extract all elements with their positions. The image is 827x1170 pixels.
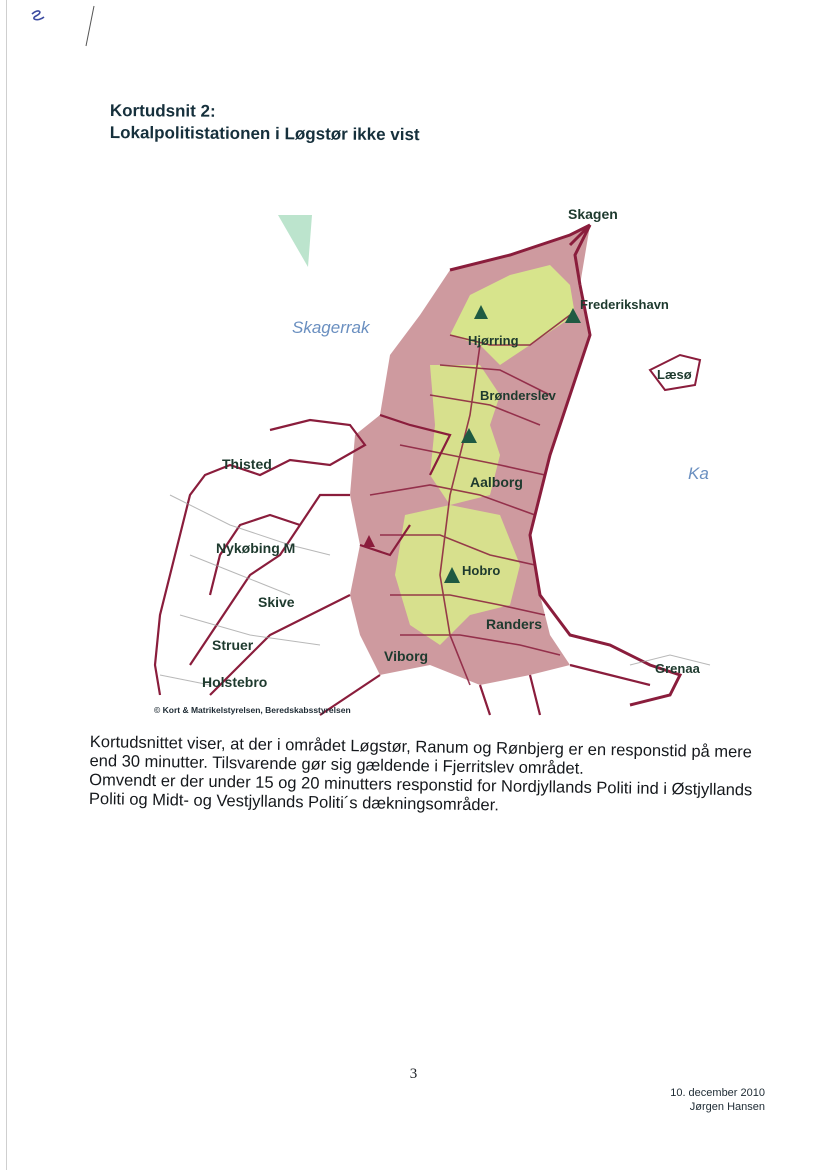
map-label-bronderslev: Brønderslev <box>480 388 556 403</box>
map-label-hobro: Hobro <box>462 563 501 578</box>
map-label-holstebro: Holstebro <box>202 674 268 690</box>
map-label-hjorring: Hjørring <box>468 333 519 348</box>
map-label-skagerrak: Skagerrak <box>292 318 370 337</box>
heading-line-1: Kortudsnit 2: <box>109 100 216 121</box>
map-label-laeso: Læsø <box>657 367 692 382</box>
paragraph-2: Omvendt er der under 15 og 20 minutters responstid for Nordjyllands Politi ind i Østjyllands Politi og Midt- og Vestjyllands Politi´s dækningsområder. <box>88 770 753 815</box>
map-label-struer: Struer <box>212 637 254 653</box>
map-label-randers: Randers <box>486 616 543 632</box>
map-label-viborg: Viborg <box>384 648 429 664</box>
response-time-map <box>150 195 720 725</box>
map-label-thisted: Thisted <box>222 456 272 472</box>
map-label-nykobing: Nykøbing M <box>216 540 296 556</box>
map-label-grenaa: Grenaa <box>655 661 700 676</box>
map-label-frederikshavn: Frederikshavn <box>580 297 669 312</box>
map-label-aalborg: Aalborg <box>470 474 523 490</box>
scan-edge <box>6 0 7 1170</box>
body-text <box>89 733 770 820</box>
map-label-skagen: Skagen <box>568 206 618 222</box>
heading-line-2: Lokalpolitistationen i Løgstør ikke vist <box>109 122 420 145</box>
section-heading <box>110 100 420 146</box>
page-number: 3 <box>409 1066 418 1082</box>
paragraph-1: Kortudsnittet viser, at der i området Løgstør, Ranum og Rønbjerg er en responstid på mere end 30 minutter. Tilsvarende gør sig gældende i Fjerritslev området. <box>89 733 753 778</box>
footer <box>670 1086 765 1114</box>
footer-date: 10. december 2010 <box>670 1087 765 1099</box>
sea-marker <box>278 215 312 267</box>
footer-author: Jørgen Hansen <box>689 1101 765 1113</box>
map-copyright: © Kort & Matrikelstyrelsen, Beredskabsstyrelsen <box>154 705 351 715</box>
map-label-skive: Skive <box>258 594 295 610</box>
map-label-kattegat: Ka <box>688 464 709 483</box>
handwritten-mark <box>28 2 108 52</box>
